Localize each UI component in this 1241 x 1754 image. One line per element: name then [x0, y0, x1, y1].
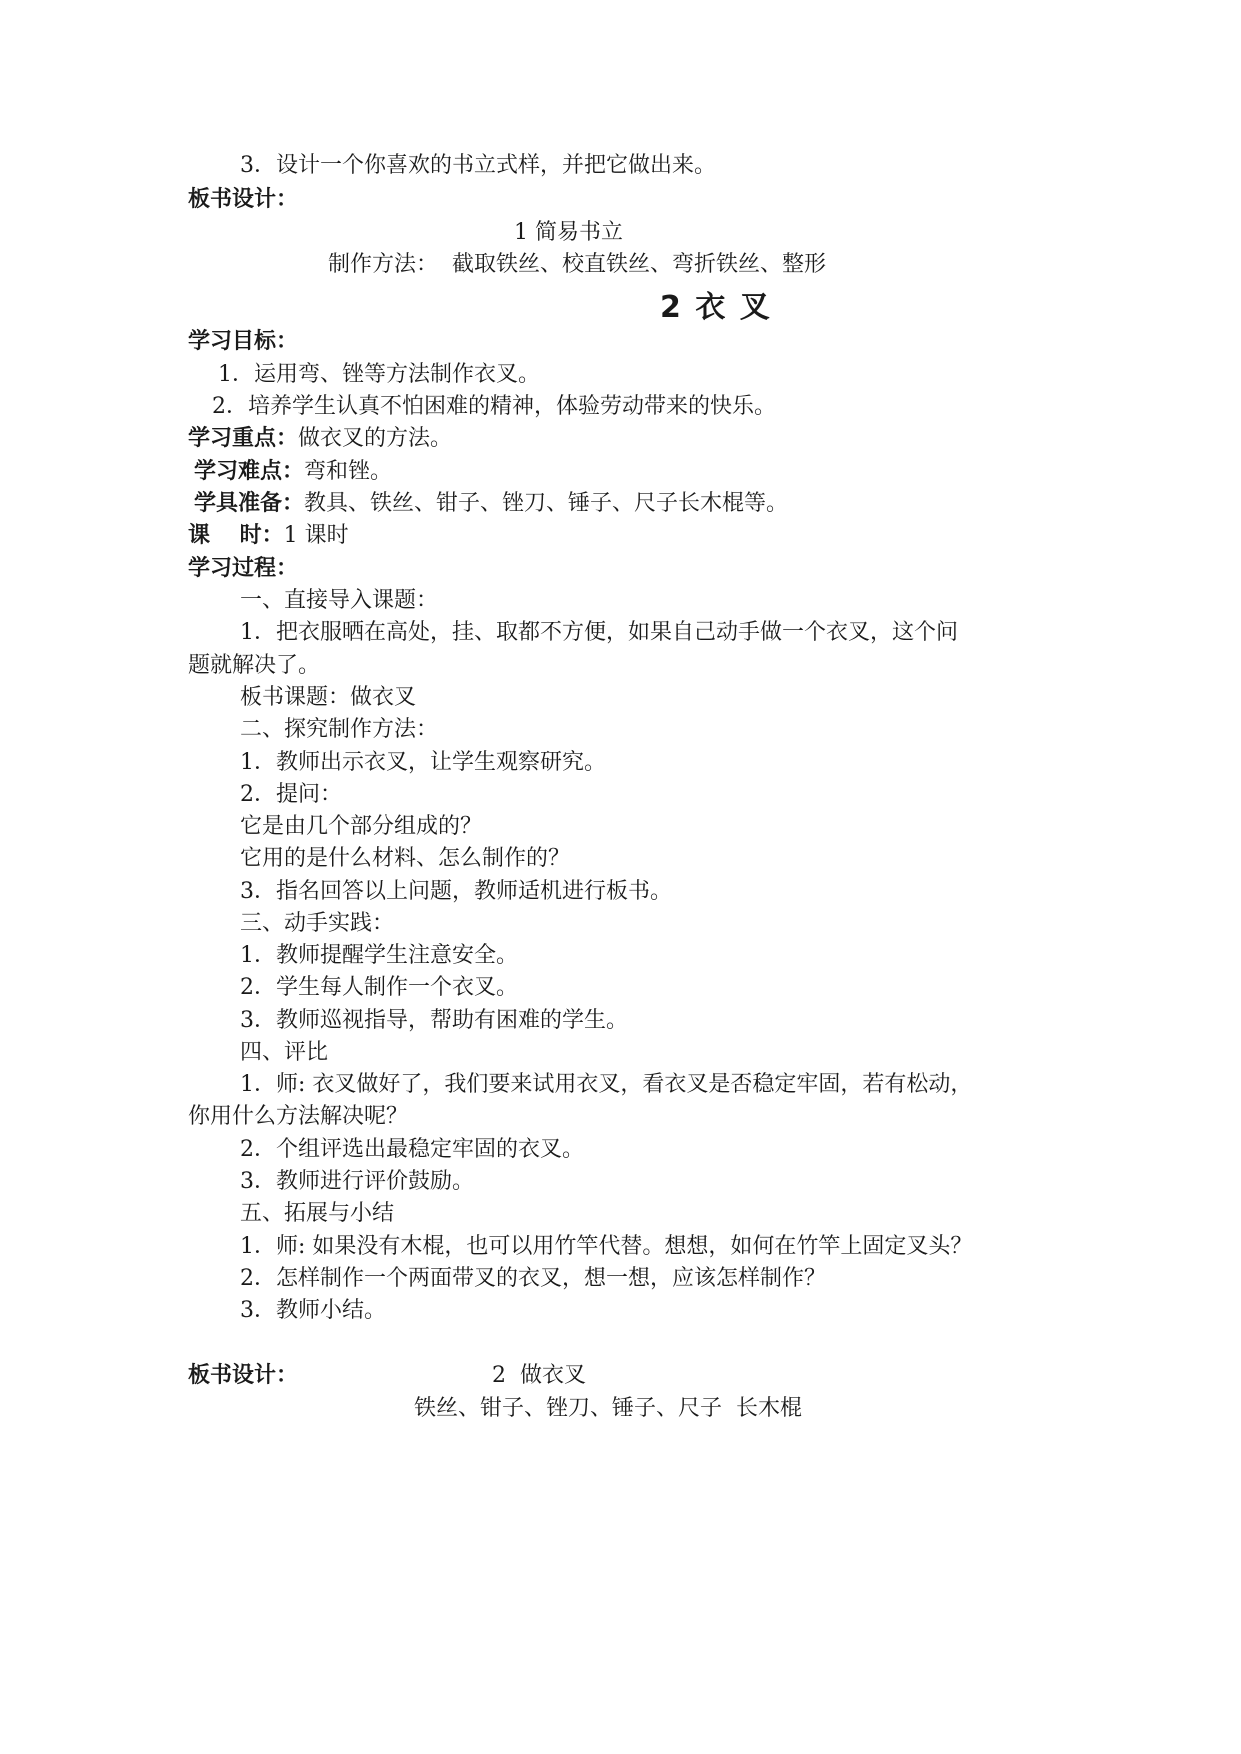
- period-row: [188, 520, 349, 552]
- top-board-title: 1 简易书立: [514, 220, 623, 245]
- step-line: 1．教师提醒学生注意安全。: [240, 943, 518, 968]
- step-line: 三、动手实践：: [240, 911, 395, 936]
- step-line: 2．提问：: [240, 782, 342, 807]
- step-line: 1．教师出示衣叉，让学生观察研究。: [240, 750, 606, 775]
- step-line: 1．把衣服晒在高处，挂、取都不方便，如果自己动手做一个衣叉，这个问: [240, 620, 958, 645]
- focus-row: [188, 423, 452, 455]
- step-line: 3．指名回答以上问题，教师适机进行板书。: [240, 879, 672, 904]
- goal-1: 1．运用弯、锉等方法制作衣叉。: [218, 362, 540, 387]
- step-line: 1．师: 衣叉做好了，我们要来试用衣叉，看衣叉是否稳定牢固，若有松动，: [240, 1072, 973, 1097]
- board-tools: 铁丝、钳子、锉刀、锤子、尺子 长木棍: [414, 1396, 802, 1421]
- step-line: 3．教师进行评价鼓励。: [240, 1169, 474, 1194]
- difficulty-text: 弯和锉。: [304, 459, 393, 484]
- tools-text: 教具、铁丝、钳子、锉刀、锤子、尺子长木棍等。: [304, 491, 789, 516]
- period-text: 1 课时: [283, 523, 349, 548]
- goal-2: 2．培养学生认真不怕困难的精神，体验劳动带来的快乐。: [212, 394, 776, 419]
- step-line: 五、拓展与小结: [240, 1201, 395, 1226]
- step-line: 板书课题：做衣叉: [240, 685, 417, 710]
- top-item-3: 3．设计一个你喜欢的书立式样，并把它做出来。: [240, 153, 716, 178]
- top-board-method: 制作方法： 截取铁丝、校直铁丝、弯折铁丝、整形: [328, 252, 826, 277]
- focus-label: 学习重点：: [188, 426, 299, 451]
- focus-text: 做衣叉的方法。: [298, 426, 453, 451]
- difficulty-label: 学习难点：: [194, 459, 305, 484]
- step-line: 你用什么方法解决呢？: [188, 1104, 409, 1129]
- step-line: 3．教师小结。: [240, 1298, 386, 1323]
- step-line: 四、评比: [240, 1040, 329, 1065]
- step-line: 它用的是什么材料、怎么制作的？: [240, 846, 571, 871]
- step-line: 3．教师巡视指导，帮助有困难的学生。: [240, 1008, 628, 1033]
- step-line: 它是由几个部分组成的？: [240, 814, 483, 839]
- step-line: 二、探究制作方法：: [240, 717, 439, 742]
- step-line: 一、直接导入课题：: [240, 588, 439, 613]
- tools-label: 学具准备：: [194, 491, 305, 516]
- step-line: 2．个组评选出最稳定牢固的衣叉。: [240, 1137, 584, 1162]
- process-label: 学习过程：: [188, 556, 299, 581]
- lesson-title: 2 衣 叉: [660, 290, 772, 325]
- difficulty-row: [194, 456, 392, 488]
- step-line: 2．怎样制作一个两面带叉的衣叉，想一想，应该怎样制作？: [240, 1266, 826, 1291]
- board-title: 2 做衣叉: [492, 1363, 586, 1388]
- goals-label: 学习目标：: [188, 329, 299, 354]
- period-label: 课 时：: [188, 523, 284, 548]
- step-line: 题就解决了。: [188, 653, 321, 678]
- step-line: 2．学生每人制作一个衣叉。: [240, 975, 518, 1000]
- board-label: 板书设计：: [188, 1363, 299, 1388]
- top-board-label: 板书设计：: [188, 187, 299, 212]
- tools-row: [194, 488, 788, 520]
- step-line: 1．师: 如果没有木棍，也可以用竹竿代替。想想，如何在竹竿上固定叉头？: [240, 1234, 973, 1259]
